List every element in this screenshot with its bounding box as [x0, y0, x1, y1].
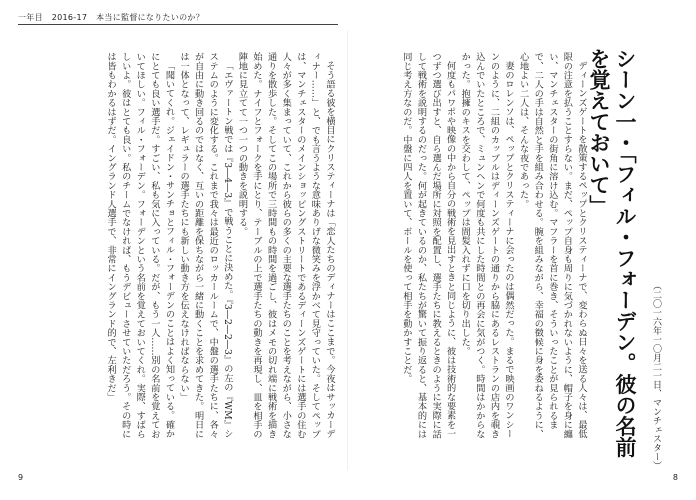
page-gutter	[347, 30, 348, 470]
left-page-body	[18, 52, 336, 444]
section-title: シーン一・「フィル・フォーデン。彼の名前を覚えておいて」	[587, 48, 637, 458]
header-title: 本当に監督になりたいのか？	[96, 13, 205, 22]
paragraph: 「エヴァートン戦では『3―4―3』で戦うことに決めた。『3―2―2―3』の左の『WM』システムのように変化する。これまで我々は最近のロッカールームで、中盤の選手たちに、各々が自由に動き回るのではなく、互いの距離を保ちながら一緒に動くことを求めてきた。明日には一体となって、レギュラーの選手たちにも新しい動き方を伝えなければならない」	[178, 52, 233, 439]
left-page-number: 9	[18, 473, 24, 482]
header-rule	[18, 24, 338, 25]
right-page-body	[356, 52, 588, 444]
paragraph: ディーンズゲートを散策するペップとクリスティーナで、変わらぬ日々を送る人々は、最低限の注意を払うことすらない。まだ、ペップ自身も周りに気づかれないように、帽子を身に纏い、マンチェスターの街角に溶け込む。マフラーを首に巻き、そういったことが見られるまで、二人の手は自然と手を組み合わせる。腕を組みながら、幸福の徴候に身を委ねるように、心地よい二人は、そんな夜であった。	[517, 52, 587, 439]
paragraph: 「聞いてくれ。ジェイドン・サンチョとフィル・フォーデンのことはよく知っている。確かにとても良い選手だ。すごい、私も気に入っている。だが、もう一人……別の名前を覚えておいてほしい。フィル・フォーデン。フォーデンという名前を覚えておいてくれ。実際、すばらしいよ。彼はとても良い。私のチームでなければ、もうデビューさせていただろう。その時には皆もわかるはずだ。イングランド人選手で、非常にイングランド的で、左利きだ」	[105, 52, 175, 439]
paragraph: そう語る彼を横目にクリスティーナは「恋人たちのディナーはここまで。今夜はサッカーディナー……」と、でも言うような意味ありげな微笑みを浮かべて見守っていた。そしてペップは、マンチェスターのメインショッピングストリートであるディーンズゲートには選手の住む人々が多く集まっていて、これから彼らの多くの主要な選手たちのことを考えながら、小さな通りを散歩した。そしてこの場所で三時間もの時間を過ごし、彼はメモの切れ端に戦術を描き始めた。ナイフとフォークを手にとり、テーブルの上で選手たちの動きを再現し、皿を相手の陣地に見立てて一つ一つの動きを説明する。	[236, 52, 335, 439]
paragraph: 妻のロレンソは、ペップとクリスティーナに会ったのは偶然だった。まるで映画のワンシーンのように、二組のカップルはディーンズゲートの通りから脇にあるレストランの店内を覗き込んでいたところで、ミュンヘンで何度も共にした時間との再会に気がつく。時間はかからなかった。抱擁のキスを交わして、ペップは間髪入れずに口を切り出した。	[459, 52, 515, 439]
header-chapter: 一年目	[18, 13, 43, 22]
section-date-location: （二〇一六年一〇月二一日、マンチェスター）	[651, 281, 661, 470]
right-page-number: 8	[672, 473, 678, 482]
running-header	[18, 12, 210, 23]
header-season: 2016-17	[51, 13, 88, 22]
paragraph: 何度もパワポや映像の中から自分の戦術を見出すときと同じように、彼は技術的な要素を一つずつ選び出すと、自ら選んだ場所に対照を配置し、選手たちに教えるときのように実際に話して戦術を説明するのだった。何が起きているのか、私たちが驚いて振り返ると、基本的には同じ考え方なのだ。中盤に四人を置いて、ボールを使って相手を動かすことだ。	[400, 52, 456, 439]
